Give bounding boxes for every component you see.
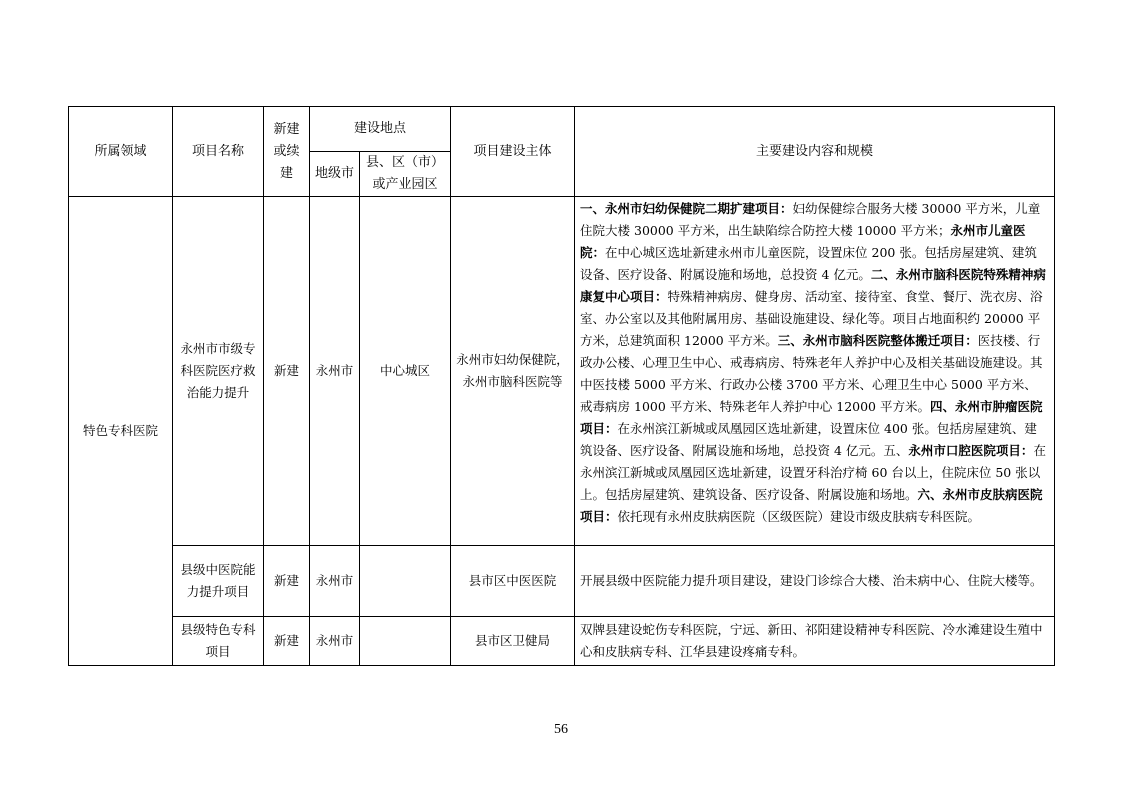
county-cell: [360, 546, 451, 617]
entity-cell: 县市区中医医院: [451, 546, 575, 617]
county-cell: 中心城区: [360, 197, 451, 546]
content-text: 在永州滨江新城或凤凰园区选址新建，设置床位 400 张。包括房屋建筑、建筑设备、医疗设备、附属设施和场地，总投资 4 亿元。五、: [580, 421, 1037, 458]
project-name-cell: 县级中医院能力提升项目: [173, 546, 264, 617]
content-heading: 二、永州市脑科医院特殊精神病康复中心项目：: [580, 267, 1046, 304]
domain-cell: 特色专科医院: [69, 197, 173, 666]
header-project-name: 项目名称: [173, 107, 264, 197]
table-row: [69, 617, 1055, 666]
type-cell: 新建: [264, 197, 310, 546]
city-cell: 永州市: [310, 617, 360, 666]
header-location: 建设地点: [310, 107, 451, 152]
content-cell: [575, 197, 1055, 546]
header-domain: 所属领域: [69, 107, 173, 197]
content-text: 医技楼、行政办公楼、心理卫生中心、戒毒病房、特殊老年人养护中心及相关基础设施建设。其中医技楼 5000 平方米、行政办公楼 3700 平方米、心理卫生中心 5000 平方米、戒毒病房 1000 平方米、特殊老年人养护中心 12000 平方米。: [580, 333, 1043, 414]
content-heading: 一、永州市妇幼保健院二期扩建项目：: [580, 201, 793, 216]
entity-cell: 县市区卫健局: [451, 617, 575, 666]
page-number: 56: [554, 722, 568, 737]
content-heading: 四、永州市肿瘤医院项目：: [580, 399, 1043, 436]
county-cell: [360, 617, 451, 666]
content-text: 特殊精神病房、健身房、活动室、接待室、食堂、餐厅、洗衣房、浴室、办公室以及其他附属用房、基础设施建设、绿化等。项目占地面积约 20000 平方米，总建筑面积 12000 平方米。: [580, 289, 1043, 348]
content-text: 依托现有永州皮肤病医院（区级医院）建设市级皮肤病专科医院。: [617, 509, 981, 524]
city-cell: 永州市: [310, 197, 360, 546]
content-heading: 永州市儿童医院：: [580, 223, 1026, 260]
content-heading: 六、永州市皮肤病医院项目：: [580, 487, 1043, 524]
entity-cell: 永州市妇幼保健院，永州市脑科医院等: [451, 197, 575, 546]
content-text: 妇幼保健综合服务大楼 30000 平方米，儿童住院大楼 30000 平方米，出生缺陷综合防控大楼 10000 平方米；: [580, 201, 1041, 238]
content-text: 开展县级中医院能力提升项目建设，建设门诊综合大楼、治未病中心、住院大楼等。: [580, 573, 1043, 588]
content-heading: 三、永州市脑科医院整体搬迁项目：: [777, 333, 978, 348]
header-entity: 项目建设主体: [451, 107, 575, 197]
content-cell: [575, 546, 1055, 617]
project-name-cell: 县级特色专科项目: [173, 617, 264, 666]
content-text: 双牌县建设蛇伤专科医院，宁远、新田、祁阳建设精神专科医院、冷水滩建设生殖中心和皮肤病专科、江华县建设疼痛专科。: [580, 622, 1043, 659]
type-cell: 新建: [264, 617, 310, 666]
header-content: 主要建设内容和规模: [575, 107, 1055, 197]
content-heading: 永州市口腔医院项目：: [908, 443, 1034, 458]
table-row: [69, 546, 1055, 617]
content-text: 在永州滨江新城或凤凰园区选址新建，设置牙科治疗椅 60 台以上，住院床位 50 张以上。包括房屋建筑、建筑设备、医疗设备、附属设施和场地。: [580, 443, 1046, 502]
header-county-district: 县、区（市）或产业园区: [360, 152, 451, 197]
project-table: [68, 106, 1055, 666]
project-name-cell: 永州市市级专科医院医疗救治能力提升: [173, 197, 264, 546]
content-text: 在中心城区选址新建永州市儿童医院，设置床位 200 张。包括房屋建筑、建筑设备、医疗设备、附属设施和场地，总投资 4 亿元。: [580, 245, 1037, 282]
table-row: [69, 197, 1055, 546]
city-cell: 永州市: [310, 546, 360, 617]
header-new-or-continue: 新建或续建: [264, 107, 310, 197]
content-cell: [575, 617, 1055, 666]
type-cell: 新建: [264, 546, 310, 617]
header-prefecture-city: 地级市: [310, 152, 360, 197]
